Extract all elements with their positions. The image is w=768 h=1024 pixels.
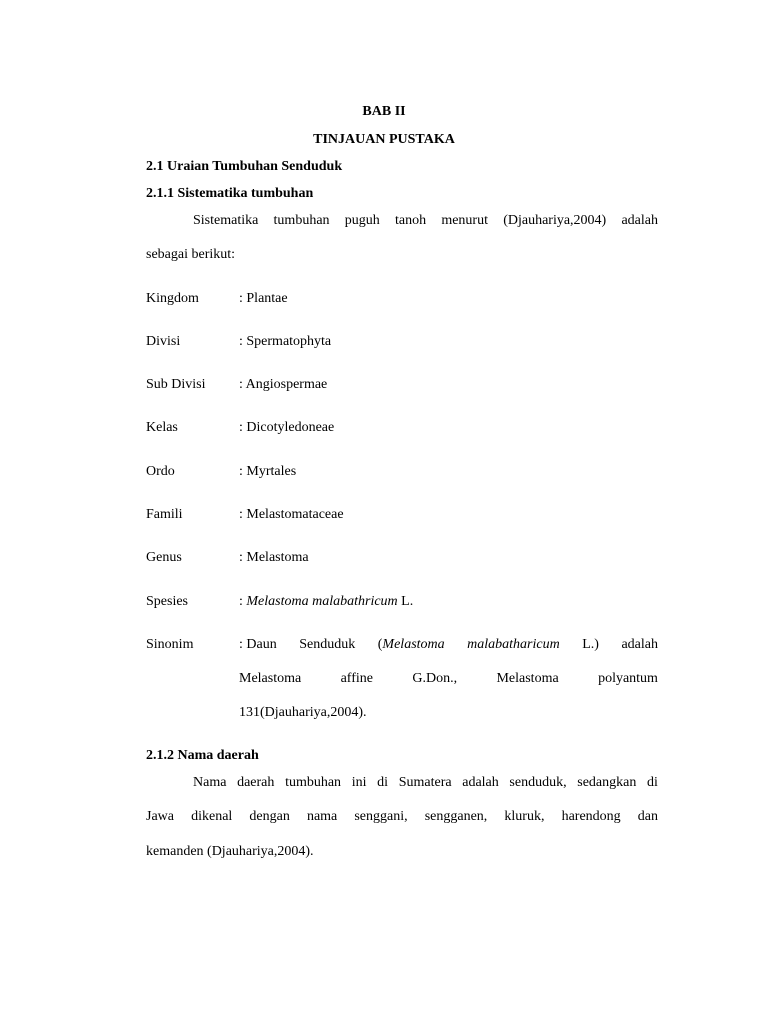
paragraph-word: nama xyxy=(306,809,338,824)
sinonim-word: (Melastoma xyxy=(377,637,445,652)
paragraph-word: adalah xyxy=(462,775,499,790)
paragraph-word: ini xyxy=(351,775,367,790)
sinonim-word: adalah xyxy=(621,637,658,652)
subsection-heading: 2.1.2 Nama daerah xyxy=(146,748,259,763)
nama-daerah-line-1 xyxy=(193,774,658,792)
sinonim-line-1 xyxy=(239,636,658,654)
paragraph-word: sedangkan xyxy=(577,775,637,790)
species-prefix: : xyxy=(239,594,247,609)
paragraph-word: dengan xyxy=(249,809,290,824)
paragraph-word: Jawa xyxy=(146,809,174,824)
taxonomy-value: : Angiospermae xyxy=(239,377,328,392)
taxonomy-value: : Myrtales xyxy=(239,464,297,479)
taxonomy-label: Spesies xyxy=(146,594,188,609)
nama-daerah-line-3: kemanden (Djauhariya,2004). xyxy=(146,844,314,859)
paragraph-word: di xyxy=(647,775,658,790)
taxonomy-value: : Melastomataceae xyxy=(239,507,344,522)
sinonim-word: polyantum xyxy=(598,671,658,686)
paragraph-word: senduduk, xyxy=(509,775,567,790)
paragraph-word: dan xyxy=(637,809,658,824)
taxonomy-label: Divisi xyxy=(146,334,181,349)
paragraph-word: daerah xyxy=(237,775,275,790)
taxonomy-value: : Spermatophyta xyxy=(239,334,332,349)
chapter-number: BAB II xyxy=(362,104,406,119)
sinonim-word: Melastoma xyxy=(239,671,302,686)
sinonim-word: L.) xyxy=(582,637,599,652)
intro-word: Sistematika xyxy=(193,213,259,228)
intro-line-2: sebagai berikut: xyxy=(146,247,236,262)
taxonomy-label: Famili xyxy=(146,507,183,522)
paragraph-word: harendong xyxy=(561,809,621,824)
sinonim-word: Melastoma xyxy=(496,671,559,686)
paragraph-word: senggani, xyxy=(354,809,408,824)
paragraph-word: Nama xyxy=(193,775,227,790)
sinonim-line-2 xyxy=(239,670,658,688)
species-author: L. xyxy=(397,594,414,609)
taxonomy-label: Ordo xyxy=(146,464,175,479)
taxonomy-label: Genus xyxy=(146,550,182,565)
sinonim-word: affine xyxy=(340,671,373,686)
intro-word: tumbuhan xyxy=(273,213,330,228)
section-heading: 2.1 Uraian Tumbuhan Senduduk xyxy=(146,159,343,174)
intro-word: menurut xyxy=(441,213,488,228)
paragraph-word: dikenal xyxy=(191,809,233,824)
sinonim-word: G.Don., xyxy=(412,671,458,686)
intro-line-1 xyxy=(193,212,658,230)
nama-daerah-line-2 xyxy=(146,808,658,826)
taxonomy-label: Sub Divisi xyxy=(146,377,206,392)
sinonim-label: Sinonim xyxy=(146,637,194,652)
paragraph-word: di xyxy=(377,775,389,790)
paragraph-word: kluruk, xyxy=(504,809,545,824)
taxonomy-value: : Dicotyledoneae xyxy=(239,420,335,435)
chapter-title: TINJAUAN PUSTAKA xyxy=(313,132,455,147)
intro-word: puguh xyxy=(344,213,380,228)
sinonim-word: malabatharicum xyxy=(467,637,560,652)
subsection-heading: 2.1.1 Sistematika tumbuhan xyxy=(146,186,314,201)
intro-word: (Djauhariya,2004) xyxy=(503,213,607,228)
paragraph-word: sengganen, xyxy=(424,809,488,824)
taxonomy-value xyxy=(239,593,413,611)
sinonim-line-3: 131(Djauhariya,2004). xyxy=(239,705,367,720)
species-name: Melastoma malabathricum xyxy=(246,594,398,609)
sinonim-word: : Daun xyxy=(239,637,277,652)
intro-word: tanoh xyxy=(394,213,427,228)
taxonomy-label: Kingdom xyxy=(146,291,199,306)
taxonomy-value: : Plantae xyxy=(239,291,288,306)
taxonomy-value: : Melastoma xyxy=(239,550,309,565)
intro-word: adalah xyxy=(621,213,658,228)
paragraph-word: Sumatera xyxy=(398,775,452,790)
paragraph-word: tumbuhan xyxy=(285,775,342,790)
sinonim-word: Senduduk xyxy=(299,637,356,652)
taxonomy-label: Kelas xyxy=(146,420,178,435)
